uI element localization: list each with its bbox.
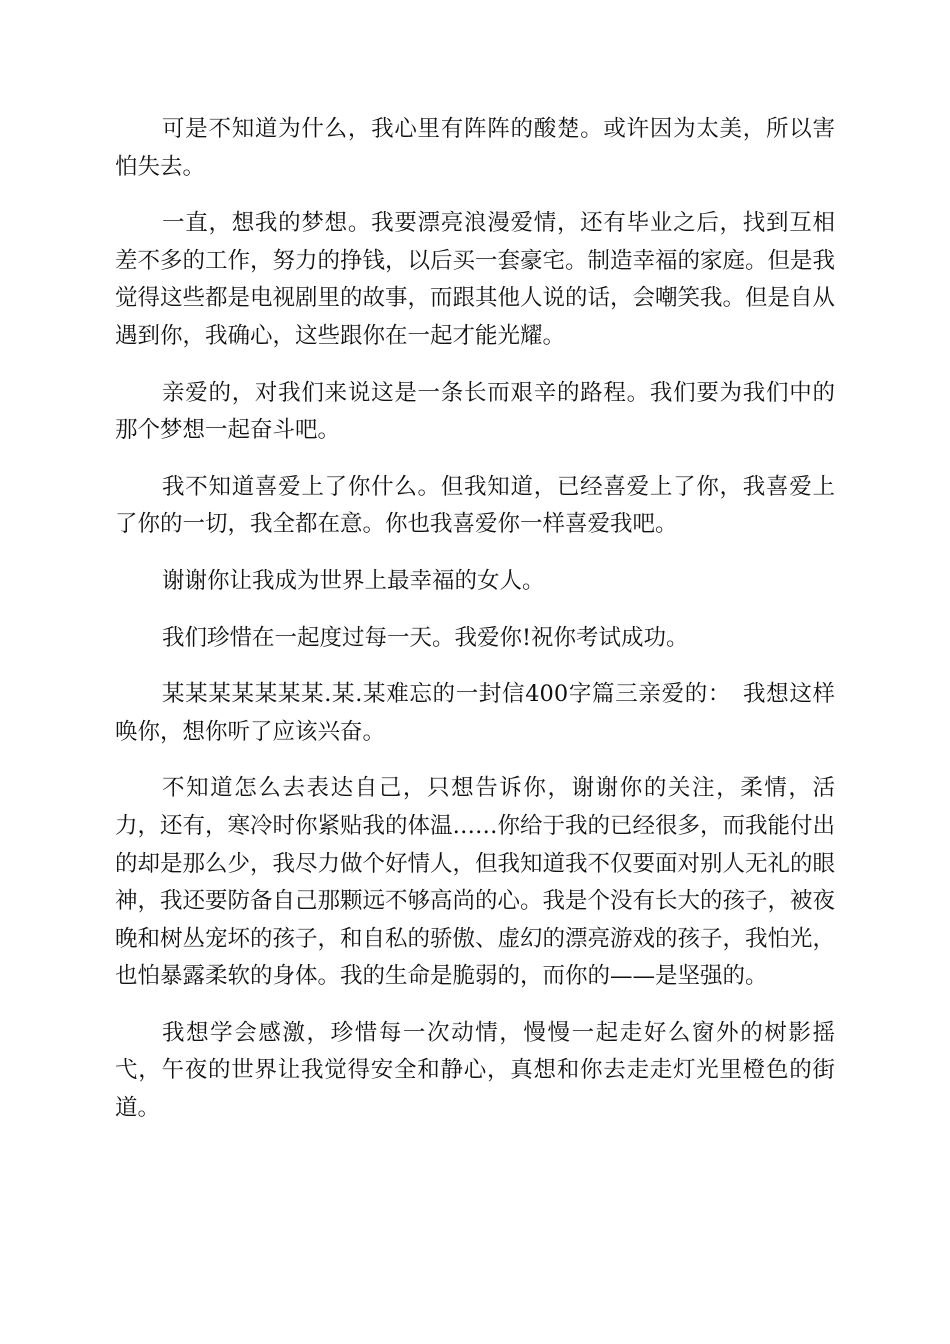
document-body [115,111,835,1147]
paragraph-1: 可是不知道为什么，我心里有阵阵的酸楚。或许因为太美，所以害怕失去。 [115,116,835,180]
paragraph-7: 某某某某某某某.某.某难忘的一封信400字篇三亲爱的： 我想这样唤你，想你听了应该兴奋。 [115,681,835,745]
paragraph-6: 我们珍惜在一起度过每一天。我爱你!祝你考试成功。 [162,624,689,651]
paragraph-2: 一直，想我的梦想。我要漂亮浪漫爱情，还有毕业之后，找到互相差不多的工作，努力的挣钱，以后买一套豪宅。制造幸福的家庭。但是我觉得这些都是电视剧里的故事，而跟其他人说的话，会嘲笑我。但是自从遇到你，我确心，这些跟你在一起才能光耀。 [115,210,836,349]
paragraph-3: 亲爱的，对我们来说这是一条长而艰辛的路程。我们要为我们中的那个梦想一起奋斗吧。 [115,379,835,444]
paragraph-4: 我不知道喜爱上了你什么。但我知道，已经喜爱上了你，我喜爱上了你的一切，我全都在意。你也我喜爱你一样喜爱我吧。 [115,473,835,538]
paragraph-9: 我想学会感激，珍惜每一次动情，慢慢一起走好么窗外的树影摇弋，午夜的世界让我觉得安全和静心，真想和你去走走灯光里橙色的街道。 [115,1019,835,1122]
paragraph-5: 谢谢你让我成为世界上最幸福的女人。 [162,567,545,594]
paragraph-8: 不知道怎么去表达自己，只想告诉你，谢谢你的关注，柔情，活力，还有，寒冷时你紧贴我的体温……你给于我的已经很多，而我能付出的却是那么少，我尽力做个好情人，但我知道我不仅要面对别人无礼的眼神，我还要防备自己那颗远不够高尚的心。我是个没有长大的孩子，被夜晚和树丛宠坏的孩子，和自私的骄傲、虚幻的漂亮游戏的孩子，我怕光，也怕暴露柔软的身体。我的生命是脆弱的，而你的——是坚强的。 [115,775,836,990]
